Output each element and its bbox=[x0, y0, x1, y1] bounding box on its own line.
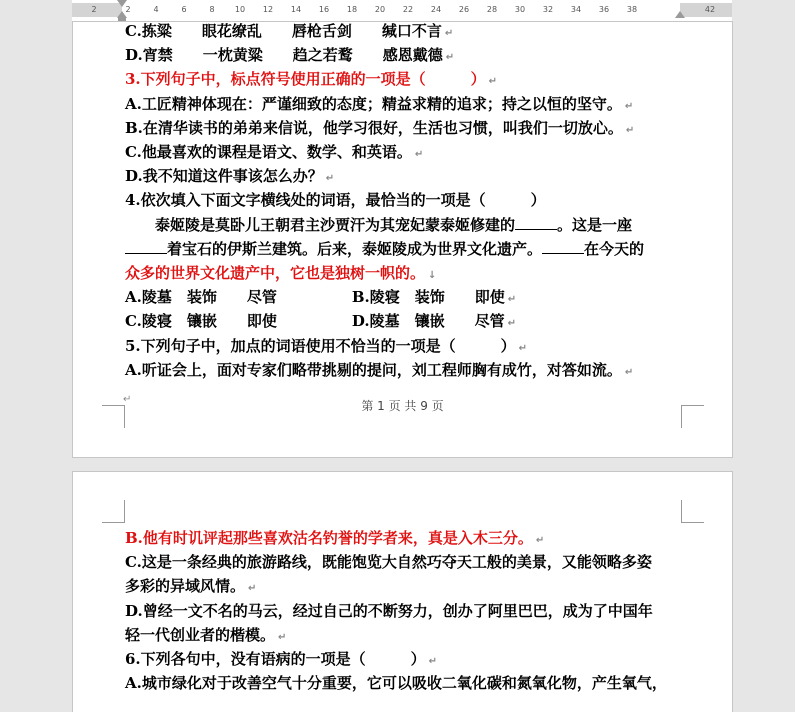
paragraph-mark: ↵ bbox=[444, 28, 454, 39]
paragraph-mark: ↵ bbox=[248, 583, 257, 595]
ruler-tick-label: 36 bbox=[598, 5, 610, 14]
text-line[interactable] bbox=[125, 19, 453, 46]
text-line[interactable] bbox=[125, 358, 633, 385]
ruler-tick-label: 28 bbox=[486, 5, 498, 14]
ruler-tick-label: 2 bbox=[91, 5, 97, 14]
text-run: A.工匠精神体现在：严谨细致的态度；精益求精的追求；持之以恒的坚守。 bbox=[125, 94, 622, 113]
ruler-tick-label: 4 bbox=[153, 5, 159, 14]
paragraph-mark: ↵ bbox=[325, 173, 335, 185]
paragraph-mark: ↵ bbox=[518, 342, 528, 354]
text-line[interactable] bbox=[125, 164, 334, 191]
text-run: 。这是一座 bbox=[557, 215, 633, 234]
document-page-2[interactable] bbox=[73, 472, 732, 712]
text-run: 在今天的 bbox=[584, 239, 645, 258]
document-page-1[interactable] bbox=[73, 22, 732, 457]
ruler-tick-label: 30 bbox=[514, 5, 526, 14]
ruler-tick-label: 14 bbox=[290, 5, 302, 14]
margin-corner-top-left bbox=[102, 500, 125, 523]
text-line[interactable] bbox=[125, 92, 633, 119]
text-line[interactable] bbox=[125, 334, 527, 361]
text-line[interactable] bbox=[125, 309, 516, 336]
ruler-tick-label: 22 bbox=[402, 5, 414, 14]
first-line-indent-marker[interactable] bbox=[117, 0, 127, 7]
text-run: 4.依次填入下面文字横线处的词语，最恰当的一项是（ ） bbox=[125, 191, 546, 210]
fill-in-blank bbox=[125, 253, 167, 254]
text-run: C.陵寝 镶嵌 即使 D.陵墓 镶嵌 尽管 bbox=[125, 312, 505, 331]
text-line[interactable] bbox=[125, 43, 454, 70]
paragraph-mark: ↓ bbox=[428, 270, 437, 281]
paragraph-mark: ↵ bbox=[414, 149, 424, 160]
paragraph-mark: ↵ bbox=[278, 631, 287, 643]
text-line[interactable] bbox=[125, 526, 544, 553]
text-run: A.城市绿化对于改善空气十分重要，它可以吸收二氧化碳和氮氧化物，产生氧气， bbox=[125, 674, 667, 693]
ruler-tick-label: 38 bbox=[626, 5, 638, 14]
ruler-left-margin bbox=[72, 3, 122, 17]
ruler-tick-label: 8 bbox=[209, 5, 215, 14]
paragraph-mark: ↵ bbox=[535, 535, 545, 546]
paragraph-mark: ↵ bbox=[488, 76, 498, 88]
ruler-tick-label: 2 bbox=[125, 5, 131, 14]
text-line[interactable] bbox=[125, 550, 652, 574]
paragraph-mark: ↵ bbox=[624, 366, 634, 378]
paragraph-mark: ↵ bbox=[123, 394, 132, 405]
text-run: C.他最喜欢的课程是语文、数学、和英语。 bbox=[125, 143, 412, 161]
paragraph-mark: ↵ bbox=[625, 124, 635, 136]
text-run: 泰姬陵是莫卧儿王朝君主沙贾汗为其宠妃蒙泰姬修建的 bbox=[125, 215, 516, 234]
page-footer: 第 1 页 共 9 页 bbox=[361, 399, 444, 413]
text-line[interactable] bbox=[125, 116, 634, 143]
text-line[interactable] bbox=[125, 261, 436, 288]
paragraph-mark: ↵ bbox=[445, 52, 455, 64]
text-run: A.听证会上，面对专家们略带挑剔的提问，刘工程师胸有成竹，对答如流。 bbox=[125, 360, 622, 379]
paragraph-mark: ↵ bbox=[428, 656, 438, 667]
text-line[interactable] bbox=[125, 671, 667, 695]
text-run: B.他有时讥评起那些喜欢沽名钓誉的学者来，真是入木三分。 bbox=[125, 529, 533, 547]
ruler-tick-label: 10 bbox=[234, 5, 246, 14]
hanging-indent-marker[interactable] bbox=[117, 11, 127, 18]
text-line[interactable] bbox=[125, 647, 437, 674]
text-line[interactable] bbox=[125, 140, 423, 167]
text-run: C.这是一条经典的旅游路线，既能饱览大自然巧夺天工般的美景，又能领略多姿 bbox=[125, 553, 652, 572]
text-run: D.宵禁 一枕黄粱 趋之若鹜 感恩戴德 bbox=[125, 46, 443, 65]
ruler-tick-label: 42 bbox=[704, 5, 716, 14]
text-line[interactable] bbox=[125, 237, 644, 261]
text-run: D.曾经一文不名的马云，经过自己的不断努力，创办了阿里巴巴，成为了中国年 bbox=[125, 601, 653, 620]
text-run: C.拣粱 眼花缭乱 唇枪舌剑 缄口不言 bbox=[125, 22, 442, 40]
margin-corner-top-right bbox=[681, 500, 704, 523]
text-run: D.我不知道这件事该怎么办？ bbox=[125, 167, 323, 186]
ruler-tick-label: 12 bbox=[262, 5, 274, 14]
text-line[interactable] bbox=[125, 285, 516, 312]
fill-in-blank bbox=[542, 253, 584, 254]
text-run: 轻一代创业者的楷模。 bbox=[125, 625, 276, 644]
text-line[interactable] bbox=[125, 188, 546, 212]
ruler-tick-label: 34 bbox=[570, 5, 582, 14]
text-run: B.在清华读书的弟弟来信说，他学习很好，生活也习惯，叫我们一切放心。 bbox=[125, 118, 623, 137]
text-run: 众多的世界文化遗产中，它也是独树一帜的。 bbox=[125, 264, 426, 282]
text-run: 3.下列句子中，标点符号使用正确的一项是（ ） bbox=[125, 70, 486, 89]
text-run: 5.下列句子中，加点的词语使用不恰当的一项是（ ） bbox=[125, 336, 516, 355]
ruler-tick-label: 20 bbox=[374, 5, 386, 14]
text-run: 多彩的异域风情。 bbox=[125, 577, 246, 596]
text-run: A.陵墓 装饰 尽管 B.陵寝 装饰 即使 bbox=[125, 288, 505, 307]
paragraph-mark: ↵ bbox=[507, 294, 517, 306]
ruler-tick-label: 26 bbox=[458, 5, 470, 14]
text-run: 着宝石的伊斯兰建筑。后来，泰姬陵成为世界文化遗产。 bbox=[167, 239, 543, 258]
ruler-tick-label: 6 bbox=[181, 5, 187, 14]
text-line[interactable] bbox=[125, 599, 653, 623]
text-line[interactable] bbox=[125, 574, 256, 601]
text-line[interactable] bbox=[125, 67, 497, 94]
ruler-tick-label: 32 bbox=[542, 5, 554, 14]
text-line[interactable] bbox=[125, 623, 286, 650]
ruler-tick-label: 24 bbox=[430, 5, 442, 14]
paragraph-mark: ↵ bbox=[507, 318, 516, 330]
ruler-tick-label: 18 bbox=[346, 5, 358, 14]
paragraph-mark: ↵ bbox=[624, 100, 634, 112]
text-run: 6.下列各句中，没有语病的一项是（ ） bbox=[125, 650, 426, 668]
text-line[interactable] bbox=[125, 213, 632, 237]
ruler-tick-label: 16 bbox=[318, 5, 330, 14]
fill-in-blank bbox=[515, 229, 557, 230]
right-indent-marker[interactable] bbox=[675, 11, 685, 18]
